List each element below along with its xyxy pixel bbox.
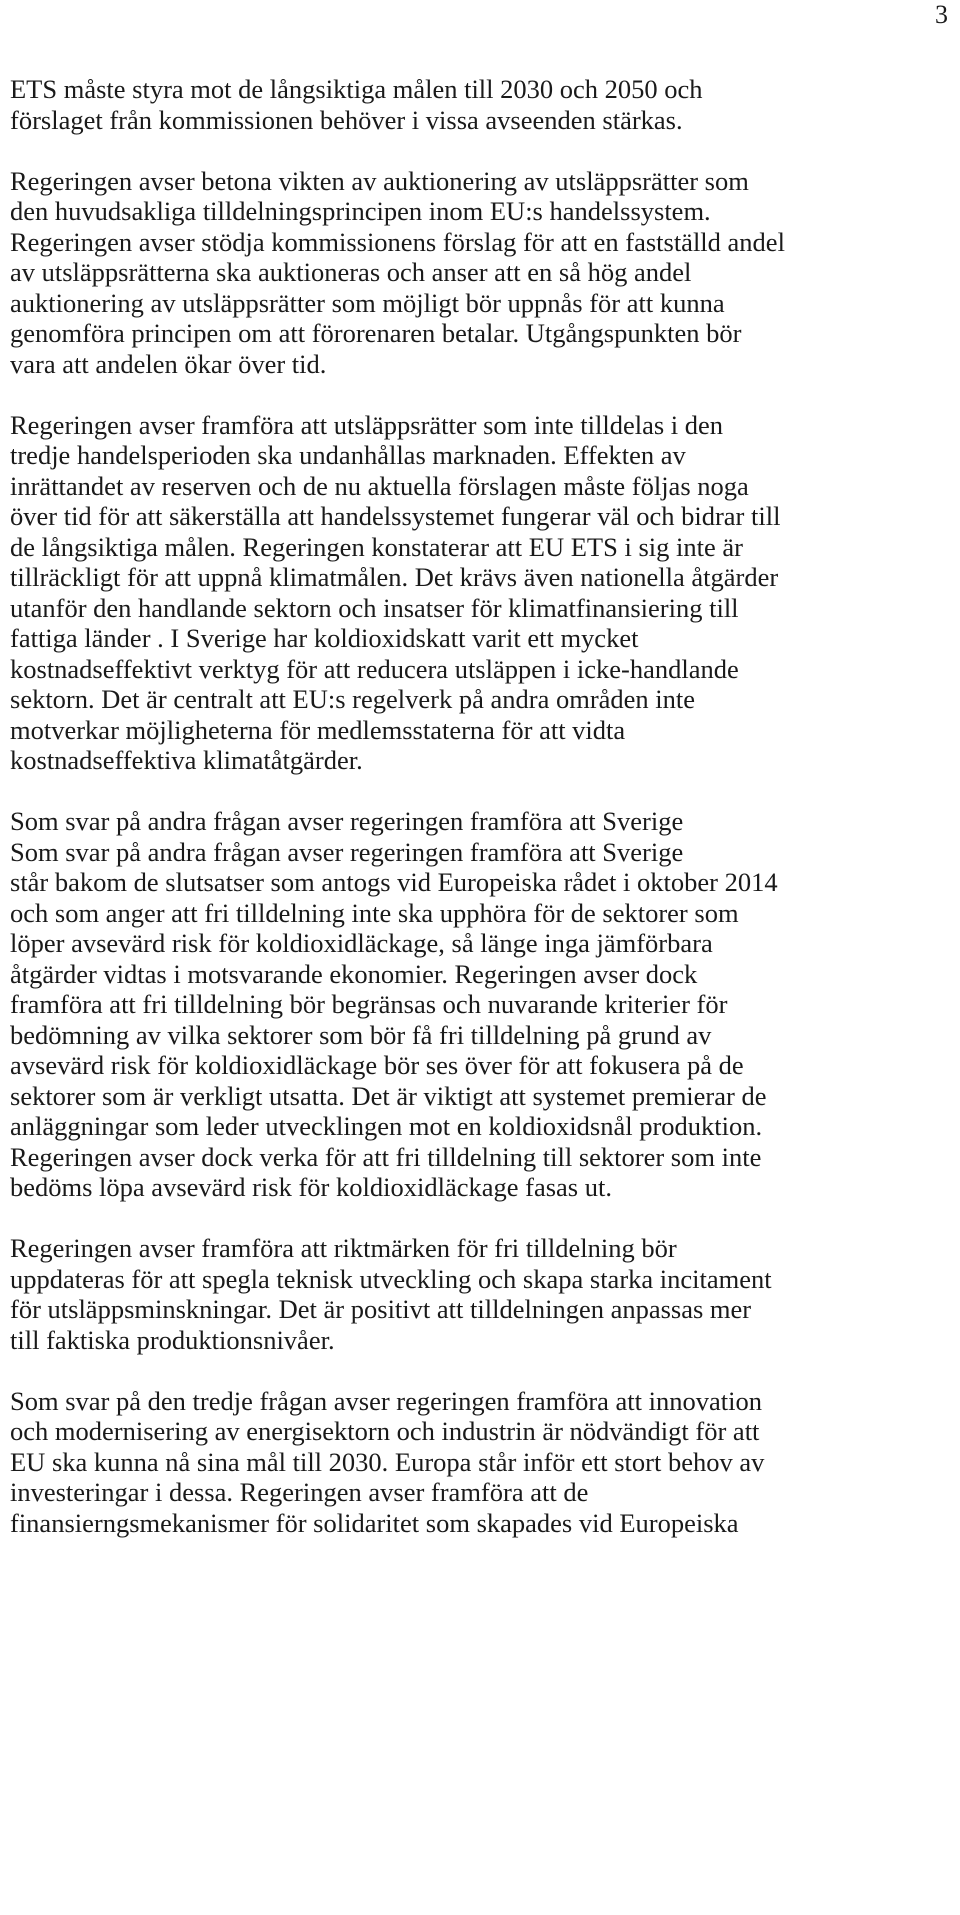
text-line: Som svar på andra frågan avser regeringen framföra att Sverige	[10, 836, 684, 867]
text-line: löper avsevärd risk för koldioxidläckage, så länge inga jämförbara	[10, 928, 713, 958]
text-line: för utsläppsminskningar. Det är positivt att tilldelningen anpassas mer	[10, 1294, 752, 1324]
text-line: Regeringen avser framföra att utsläppsrätter som inte tilldelas i den	[10, 409, 724, 440]
text-line: finansierngsmekanismer för solidaritet som skapades vid Europeiska	[10, 1507, 739, 1538]
text-line: de långsiktiga målen. Regeringen konstaterar att EU ETS i sig inte är	[10, 531, 743, 562]
text-line: avsevärd risk för koldioxidläckage bör ses över för att fokusera på de	[10, 1050, 744, 1080]
paragraph	[10, 166, 955, 380]
text-line: den huvudsakliga tilldelningsprincipen inom EU:s handelssystem.	[10, 196, 711, 226]
text-line: över tid för att säkerställa att handelssystemet fungerar väl och bidrar till	[10, 501, 781, 531]
paragraph	[10, 74, 955, 135]
text-line: åtgärder vidtas i motsvarande ekonomier. Regeringen avser dock	[10, 958, 698, 989]
text-line: bedöms löpa avsevärd risk för koldioxidläckage fasas ut.	[10, 1172, 612, 1202]
text-line: sektorer som är verkligt utsatta. Det är viktigt att systemet premierar de	[10, 1080, 767, 1111]
text-line: Regeringen avser framföra att riktmärken för fri tilldelning bör	[10, 1233, 677, 1263]
text-line: Regeringen avser dock verka för att fri tilldelning till sektorer som inte	[10, 1141, 762, 1172]
text-line: vara att andelen ökar över tid.	[10, 348, 327, 379]
text-line: Som svar på den tredje frågan avser regeringen framföra att innovation	[10, 1385, 763, 1416]
text-line: kostnadseffektiva klimatåtgärder.	[10, 745, 363, 775]
text-line: tillräckligt för att uppnå klimatmålen. Det krävs även nationella åtgärder	[10, 562, 779, 592]
text-line: fattiga länder . I Sverige har koldioxidskatt varit ett mycket	[10, 623, 639, 653]
text-line: Som svar på andra frågan avser regeringen framföra att Sverige	[10, 806, 684, 836]
text-line: Regeringen avser betona vikten av auktionering av utsläppsrätter som	[10, 165, 749, 196]
text-line: inrättandet av reserven och de nu aktuella förslagen måste följas noga	[10, 470, 749, 501]
text-line: anläggningar som leder utvecklingen mot en koldioxidsnål produktion.	[10, 1111, 763, 1141]
text-line: uppdateras för att spegla teknisk utveckling och skapa starka incitament	[10, 1263, 772, 1294]
text-line: motverkar möjligheterna för medlemsstaterna för att vidta	[10, 714, 626, 745]
text-line: sektorn. Det är centralt att EU:s regelverk på andra områden inte	[10, 684, 696, 714]
text-line: utanför den handlande sektorn och insatser för klimatfinansiering till	[10, 592, 739, 623]
text-line: tredje handelsperioden ska undanhållas marknaden. Effekten av	[10, 440, 686, 470]
text-line: av utsläppsrätterna ska auktioneras och anser att en så hög andel	[10, 257, 692, 287]
text-line: kostnadseffektivt verktyg för att reducera utsläppen i icke-handlande	[10, 653, 739, 684]
text-line: förslaget från kommissionen behöver i vissa avseenden stärkas.	[10, 104, 683, 135]
text-line: Regeringen avser stödja kommissionens förslag för att en fastställd andel	[10, 226, 785, 257]
text-line: genomföra principen om att förorenaren betalar. Utgångspunkten bör	[10, 318, 742, 348]
text-line: framföra att fri tilldelning bör begränsas och nuvarande kriterier för	[10, 989, 728, 1019]
paragraph	[10, 1386, 955, 1539]
document-body	[10, 74, 955, 1538]
page-number: 3	[935, 0, 948, 29]
text-line: bedömning av vilka sektorer som bör få fri tilldelning på grund av	[10, 1019, 712, 1050]
text-line: investeringar i dessa. Regeringen avser framföra att de	[10, 1477, 589, 1507]
paragraph	[10, 806, 955, 1203]
text-line: ETS måste styra mot de långsiktiga målen till 2030 och 2050 och	[10, 74, 703, 104]
text-line: auktionering av utsläppsrätter som möjligt bör uppnås för att kunna	[10, 287, 725, 318]
paragraph	[10, 410, 955, 776]
paragraph	[10, 1233, 955, 1355]
text-line: EU ska kunna nå sina mål till 2030. Europa står inför ett stort behov av	[10, 1446, 765, 1477]
text-line: och som anger att fri tilldelning inte ska upphöra för de sektorer som	[10, 897, 739, 928]
text-line: och modernisering av energisektorn och industrin är nödvändigt för att	[10, 1416, 760, 1446]
text-line: står bakom de slutsatser som antogs vid Europeiska rådet i oktober 2014	[10, 867, 778, 897]
text-line: till faktiska produktionsnivåer.	[10, 1324, 335, 1355]
